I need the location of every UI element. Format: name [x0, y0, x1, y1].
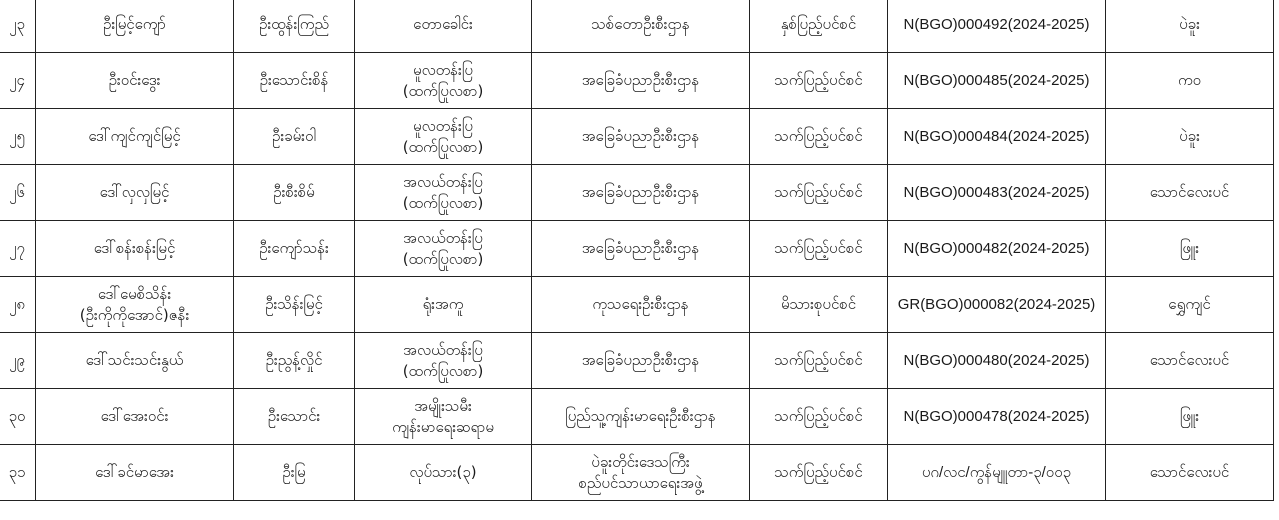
cell-department[interactable]: [532, 389, 750, 445]
cell-registration-number[interactable]: N(BGO)000484(2024-2025): [888, 109, 1106, 165]
cell-registration-number[interactable]: N(BGO)000492(2024-2025): [888, 0, 1106, 53]
table-row: [0, 165, 1274, 221]
cell-position-line: အလယ်တန်းပြ: [403, 172, 483, 191]
table-row: [0, 389, 1274, 445]
cell-department-line: ပြည်သူ့ကျန်းမာရေးဦးစီးဌာန: [565, 407, 716, 425]
cell-name[interactable]: [36, 109, 234, 165]
cell-serial-number[interactable]: ၂၅: [0, 109, 36, 165]
cell-position[interactable]: [355, 445, 532, 501]
cell-name-line: ဒေါ်မေစိသိန်း: [97, 284, 172, 303]
cell-father-name[interactable]: ဦးသိန်းမြင့်: [234, 277, 355, 333]
cell-position-line: မူလတန်းပြ: [413, 60, 473, 79]
cell-department-line: အခြေခံပညာဦးစီးဌာန: [581, 239, 700, 257]
cell-position-line: (ထက်ပြုလစာ): [402, 137, 484, 156]
cell-township[interactable]: သောင်လေးပင်: [1106, 165, 1274, 221]
table-row: [0, 277, 1274, 333]
cell-position[interactable]: [355, 333, 532, 389]
cell-department-line: အခြေခံပညာဦးစီးဌာန: [581, 127, 700, 145]
cell-position[interactable]: [355, 109, 532, 165]
cell-name[interactable]: [36, 389, 234, 445]
cell-position-line: အလယ်တန်းပြ: [403, 340, 483, 359]
cell-pension-type[interactable]: မိသားစုပင်စင်: [750, 277, 888, 333]
cell-department-line: အခြေခံပညာဦးစီးဌာန: [581, 351, 700, 369]
cell-position[interactable]: [355, 165, 532, 221]
cell-name-line: ဒေါ်သင်းသင်းနွယ်: [85, 351, 184, 369]
cell-position[interactable]: [355, 389, 532, 445]
cell-registration-number[interactable]: N(BGO)000480(2024-2025): [888, 333, 1106, 389]
cell-registration-number[interactable]: N(BGO)000482(2024-2025): [888, 221, 1106, 277]
cell-position-line: အမျိုးသမီး: [414, 396, 472, 415]
cell-position[interactable]: [355, 0, 532, 53]
cell-township[interactable]: ပဲခူး: [1106, 0, 1274, 53]
cell-registration-number[interactable]: N(BGO)000485(2024-2025): [888, 53, 1106, 109]
table-row: [0, 333, 1274, 389]
table-row: [0, 109, 1274, 165]
cell-position-line: (ထက်ပြုလစာ): [402, 81, 484, 100]
cell-father-name[interactable]: ဦးခမ်းဝါ: [234, 109, 355, 165]
cell-father-name[interactable]: ဦးထွန်းကြည်: [234, 0, 355, 53]
cell-township[interactable]: ရွှေကျင်: [1106, 277, 1274, 333]
cell-position-line: အလယ်တန်းပြ: [403, 228, 483, 247]
cell-department-line: ပဲခူးတိုင်းဒေသကြီး: [591, 452, 690, 471]
cell-department[interactable]: [532, 109, 750, 165]
cell-serial-number[interactable]: ၃၁: [0, 445, 36, 501]
cell-name[interactable]: [36, 221, 234, 277]
cell-pension-type[interactable]: သက်ပြည့်ပင်စင်: [750, 333, 888, 389]
cell-name-line: (ဦးကိုကိုအောင်)ဇနီး: [79, 305, 190, 324]
cell-father-name[interactable]: ဦးညွန့်လှိုင်: [234, 333, 355, 389]
cell-serial-number[interactable]: ၂၉: [0, 333, 36, 389]
table-row: [0, 445, 1274, 501]
cell-department-line: စည်ပင်သာယာရေးအဖွဲ့: [578, 473, 703, 492]
cell-registration-number[interactable]: ပဂ/လင/ကွန်မျူတာ-၃/၀၀၃: [888, 445, 1106, 501]
cell-registration-number[interactable]: GR(BGO)000082(2024-2025): [888, 277, 1106, 333]
sheet-bottom-edge: [0, 514, 1279, 520]
cell-position-line: (ထက်ပြုလစာ): [402, 361, 484, 380]
cell-position[interactable]: [355, 53, 532, 109]
cell-position-line: မူလတန်းပြ: [413, 116, 473, 135]
cell-name-line: ဒေါ်အေးဝင်း: [100, 407, 169, 425]
cell-township[interactable]: ဖြူး: [1106, 221, 1274, 277]
cell-position-line: (ထက်ပြုလစာ): [402, 249, 484, 268]
cell-father-name[interactable]: ဦးမြ: [234, 445, 355, 501]
cell-department[interactable]: [532, 53, 750, 109]
cell-name[interactable]: [36, 0, 234, 53]
table-row: [0, 53, 1274, 109]
cell-department[interactable]: [532, 165, 750, 221]
cell-position-line: လုပ်သား(၃): [409, 463, 477, 481]
table-row: [0, 221, 1274, 277]
cell-pension-type[interactable]: သက်ပြည့်ပင်စင်: [750, 221, 888, 277]
cell-father-name[interactable]: ဦးကျော်သန်း: [234, 221, 355, 277]
cell-department[interactable]: [532, 445, 750, 501]
cell-serial-number[interactable]: ၂၆: [0, 165, 36, 221]
cell-name[interactable]: [36, 445, 234, 501]
cell-pension-type[interactable]: သက်ပြည့်ပင်စင်: [750, 165, 888, 221]
cell-department[interactable]: [532, 221, 750, 277]
cell-department[interactable]: [532, 0, 750, 53]
cell-township[interactable]: သောင်လေးပင်: [1106, 445, 1274, 501]
cell-registration-number[interactable]: N(BGO)000478(2024-2025): [888, 389, 1106, 445]
cell-serial-number[interactable]: ၂၈: [0, 277, 36, 333]
cell-name-line: ဒေါ်လှလှမြင့်: [99, 183, 170, 201]
cell-father-name[interactable]: ဦးသောင်းစိန်: [234, 53, 355, 109]
cell-department[interactable]: [532, 277, 750, 333]
cell-pension-type[interactable]: သက်ပြည့်ပင်စင်: [750, 53, 888, 109]
cell-department[interactable]: [532, 333, 750, 389]
cell-father-name[interactable]: ဦးသောင်း: [234, 389, 355, 445]
cell-registration-number[interactable]: N(BGO)000483(2024-2025): [888, 165, 1106, 221]
cell-position[interactable]: [355, 277, 532, 333]
cell-name[interactable]: [36, 333, 234, 389]
cell-serial-number[interactable]: ၂၃: [0, 0, 36, 53]
cell-name[interactable]: [36, 165, 234, 221]
cell-name-line: ဒေါ်ခင်မာအေး: [95, 463, 174, 481]
cell-department-line: အခြေခံပညာဦးစီးဌာန: [581, 183, 700, 201]
table-row: [0, 0, 1274, 53]
cell-father-name[interactable]: ဦးစီးစိမ်: [234, 165, 355, 221]
cell-name-line: ဦးမြင့်ကျော်: [103, 15, 166, 33]
cell-name[interactable]: [36, 277, 234, 333]
cell-name-line: ဦးဝင်းဒွေး: [108, 71, 161, 89]
cell-name[interactable]: [36, 53, 234, 109]
cell-township[interactable]: ပဲခူး: [1106, 109, 1274, 165]
cell-township[interactable]: ဖြူး: [1106, 389, 1274, 445]
cell-position-line: တောခေါင်း: [413, 15, 473, 33]
cell-pension-type[interactable]: သက်ပြည့်ပင်စင်: [750, 109, 888, 165]
cell-township[interactable]: ကဝ: [1106, 53, 1274, 109]
cell-township[interactable]: သောင်လေးပင်: [1106, 333, 1274, 389]
cell-position-line: ရုံးအကူ: [422, 295, 464, 313]
cell-pension-type[interactable]: သက်ပြည့်ပင်စင်: [750, 389, 888, 445]
cell-name-line: ဒေါ်စန်းစန်းမြင့်: [93, 239, 176, 257]
cell-department-line: အခြေခံပညာဦးစီးဌာန: [581, 71, 700, 89]
cell-position-line: ကျန်းမာရေးဆရာမ: [392, 417, 494, 436]
cell-serial-number[interactable]: ၂၄: [0, 53, 36, 109]
cell-position-line: (ထက်ပြုလစာ): [402, 193, 484, 212]
cell-pension-type[interactable]: နှစ်ပြည့်ပင်စင်: [750, 0, 888, 53]
cell-position[interactable]: [355, 221, 532, 277]
cell-department-line: ကုသရေးဦးစီးဌာန: [592, 295, 689, 313]
cell-serial-number[interactable]: ၂၇: [0, 221, 36, 277]
cell-serial-number[interactable]: ၃၀: [0, 389, 36, 445]
cell-department-line: သစ်တောဦးစီးဌာန: [591, 15, 690, 33]
cell-pension-type[interactable]: သက်ပြည့်ပင်စင်: [750, 445, 888, 501]
cell-name-line: ဒေါ်ကျင်ကျင်မြင့်: [88, 127, 181, 145]
